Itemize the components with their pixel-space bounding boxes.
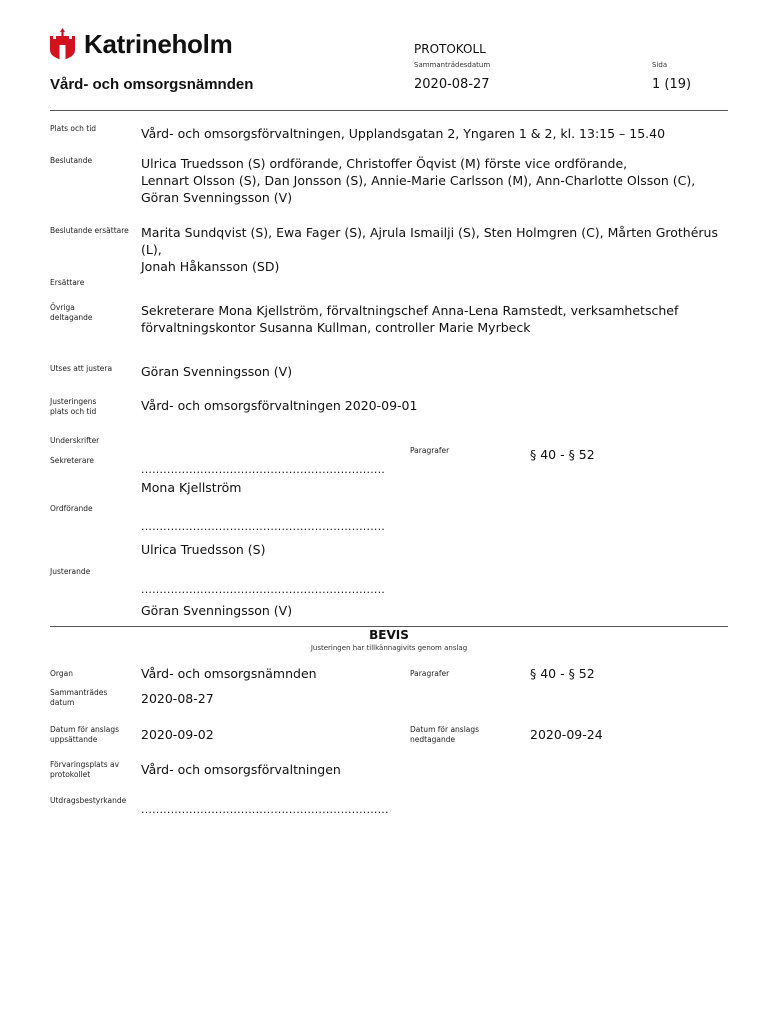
bevis-divider [50,626,728,627]
secretary-label: Sekreterare [50,456,95,465]
signature-paragraphs-label: Paragrafer [410,446,450,455]
bevis-paragraphs-label: Paragrafer [410,669,450,678]
chair-name: Ulrica Truedsson (S) [141,542,266,557]
organ-label: Organ [50,669,73,678]
decision-makers-line: Lennart Olsson (S), Dan Jonsson (S), Annie-Marie Carlsson (M), Ann-Charlotte Olsson (C), [141,173,696,188]
meeting-date-label: Sammanträdesdatum [414,61,491,69]
header-divider [50,110,728,111]
others-value [141,302,741,336]
secretary-name: Mona Kjellström [141,480,242,495]
adjuster-signature-line: .................................................................. [141,583,385,596]
decision-makers-line: Göran Svenningsson (V) [141,190,293,205]
bevis-paragraphs-value: § 40 - § 52 [530,666,595,681]
others-label [50,303,130,323]
adjuster-value: Göran Svenningsson (V) [141,364,293,379]
others-line: Sekreterare Mona Kjellström, förvaltningschef Anna-Lena Ramstedt, verksamhetschef [141,303,679,318]
substitutes-deciding-line: Jonah Håkansson (SD) [141,259,280,274]
page-number: 1 (19) [652,77,692,92]
adjust-place-time-label [50,397,130,417]
municipality-logo [50,28,232,60]
bevis-meeting-date-value: 2020-08-27 [141,691,214,706]
adjust-place-time-label-line: Justeringens [50,397,97,406]
page-label: Sida [652,61,668,69]
castle-icon [50,28,75,60]
others-label-line: deltagande [50,313,93,322]
signature-paragraphs-value: § 40 - § 52 [530,447,595,462]
bevis-title: BEVIS [369,628,409,642]
extract-signature-line: ................................................................... [141,803,389,816]
storage-value: Vård- och omsorgsförvaltningen [141,762,341,777]
substitutes-deciding-label: Beslutande ersättare [50,226,129,235]
posted-date-label-line: Datum för anslags [50,725,120,734]
bevis-meeting-date-label-line: datum [50,698,75,707]
decision-makers-line: Ulrica Truedsson (S) ordförande, Christoffer Öqvist (M) förste vice ordförande, [141,156,628,171]
others-line: förvaltningskontor Susanna Kullman, controller Marie Myrbeck [141,320,531,335]
adjuster-label: Utses att justera [50,364,113,373]
substitutes-deciding-value [141,224,741,275]
extract-label: Utdragsbestyrkande [50,796,127,805]
secretary-signature-line: .................................................................. [141,463,385,476]
posted-date-label-line: uppsättande [50,735,98,744]
removed-date-value: 2020-09-24 [530,727,603,742]
bevis-subtitle: Justeringen har tillkännagivits genom anslag [310,644,468,652]
decision-makers-value [141,155,741,206]
committee-title: Vård- och omsorgsnämnden [50,76,254,93]
place-time-label: Plats och tid [50,124,97,133]
decision-makers-label: Beslutande [50,156,93,165]
posted-date-value: 2020-09-02 [141,727,214,742]
posted-date-label [50,725,130,745]
meeting-date: 2020-08-27 [414,77,490,92]
storage-label-line: protokollet [50,770,91,779]
municipality-name: Katrineholm [84,28,233,59]
substitutes-deciding-line: Marita Sundqvist (S), Ewa Fager (S), Ajrula Ismailji (S), Sten Holmgren (C), Mårten Grothérus (L), [141,225,718,257]
bevis-meeting-date-label-line: Sammanträdes [50,688,108,697]
storage-label-line: Förvaringsplats av [50,760,120,769]
adjust-place-time-label-line: plats och tid [50,407,97,416]
adjust-place-time-value: Vård- och omsorgsförvaltningen 2020-09-01 [141,398,418,413]
removed-date-label-line: Datum för anslags [410,725,480,734]
chair-signature-line: .................................................................. [141,520,385,533]
chair-label: Ordförande [50,504,93,513]
organ-value: Vård- och omsorgsnämnden [141,666,317,681]
signatures-heading: Underskrifter [50,436,100,445]
bevis-meeting-date-label [50,688,130,708]
adjusting-label: Justerande [50,567,91,576]
place-time-value: Vård- och omsorgsförvaltningen, Upplandsgatan 2, Yngaren 1 & 2, kl. 13:15 – 15.40 [141,126,666,141]
removed-date-label [410,725,490,745]
storage-label [50,760,130,780]
substitutes-label: Ersättare [50,278,85,287]
document-type: PROTOKOLL [414,42,486,56]
adjuster-name: Göran Svenningsson (V) [141,603,293,618]
removed-date-label-line: nedtagande [410,735,456,744]
others-label-line: Övriga [50,303,75,312]
